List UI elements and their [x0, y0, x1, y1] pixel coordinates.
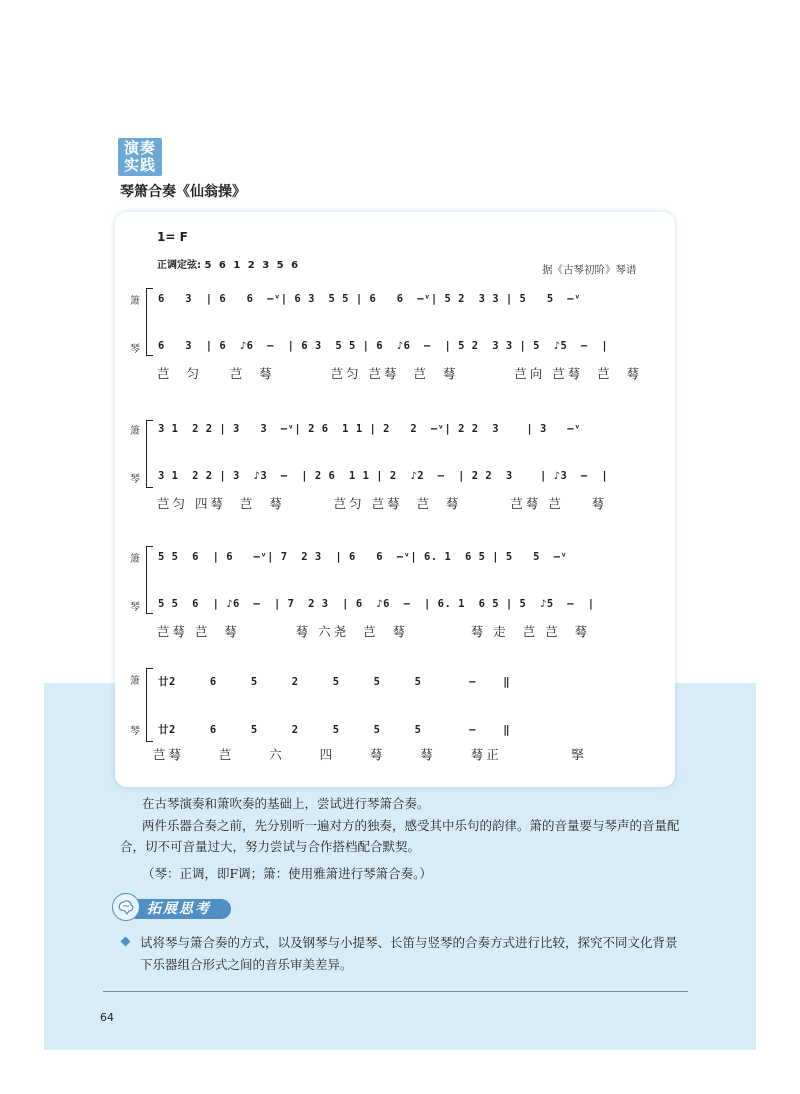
page-number: 64: [100, 1011, 114, 1024]
system-brace: [146, 288, 153, 356]
paragraph-3: （琴：正调，即F调；箫：使用雅箫进行琴箫合奏。）: [142, 866, 432, 881]
system-brace: [146, 546, 153, 614]
qin-staff: 3 1 2 2 | 3 ♪3 – | 2 6 1 1 | 2 ♪2 – | 2 2 3 | ♪3 – |: [158, 470, 609, 482]
tuning-label: 正调定弦:: [157, 260, 201, 271]
xiao-staff: 廿2 6 5 2 5 5 5 – ‖: [158, 676, 511, 688]
score-source: 据《古琴初阶》琴谱: [542, 264, 637, 276]
paragraph-1: 在古琴演奏和箫吹奏的基础上，尝试进行琴箫合奏。: [142, 796, 430, 811]
xiao-staff: 5 5 6 | 6 –ᵛ| 7 2 3 | 6 6 –ᵛ| 6. 1 6 5 | 5 5 –ᵛ: [158, 551, 568, 563]
footer-rule: [103, 991, 688, 992]
jianzipu-line: 芑 匀 芑 䔢 芑匀 芑䔢 芑 䔢 芑向 芑䔢 芑 䔢: [157, 366, 643, 381]
qin-label: 琴: [130, 602, 140, 613]
tuning-notes: 5 6 1 2 3 5 6: [204, 260, 301, 271]
jianzipu-line: 芑䔢 芑 䔢 䔢 六尧 芑 䔢 䔢 走 芑 芑 䔢: [157, 624, 591, 639]
xiao-label: 箫: [130, 426, 140, 437]
qin-staff: 廿2 6 5 2 5 5 5 – ‖: [158, 724, 511, 736]
section-badge: [118, 138, 162, 176]
xiao-label: 箫: [130, 296, 140, 307]
xiao-staff: 3 1 2 2 | 3 3 –ᵛ| 2 6 1 1 | 2 2 –ᵛ| 2 2 3 | 3 –ᵛ: [158, 423, 581, 435]
brain-icon: [112, 893, 140, 921]
extension-text: 试将琴与箫合奏的方式，以及钢琴与小提琴、长笛与竖琴的合奏方式进行比较，探究不同文化背景下乐器组合形式之间的音乐审美差异。: [140, 935, 678, 972]
key-signature: 1= F: [157, 230, 188, 244]
system-brace: [146, 668, 153, 742]
extension-bullet: [120, 932, 680, 976]
extension-title: 拓展思考: [127, 899, 231, 919]
qin-label: 琴: [130, 474, 140, 485]
extension-banner: [112, 893, 232, 919]
qin-staff: 6 3 | 6 ♪6 – | 6 3 5 5 | 6 ♪6 – | 5 2 3 3 | 5 ♪5 – |: [158, 340, 609, 352]
jianzipu-line: 芑匀 四䔢 芑 䔢 芑匀 芑䔢 芑 䔢 芑䔢 芑 䔢: [157, 496, 608, 511]
jianzipu-line: 芑䔢 芑 六 四 䔢 䔢 䔢正 掔: [153, 747, 587, 762]
xiao-staff: 6 3 | 6 6 –ᵛ| 6 3 5 5 | 6 6 –ᵛ| 5 2 3 3 | 5 5 –ᵛ: [158, 293, 581, 305]
badge-line-2: 实践: [123, 156, 156, 174]
tuning-line: [157, 256, 300, 271]
qin-label: 琴: [130, 344, 140, 355]
system-brace: [146, 420, 153, 488]
qin-label: 琴: [130, 726, 140, 737]
qin-staff: 5 5 6 | ♪6 – | 7 2 3 | 6 ♪6 – | 6. 1 6 5 | 5 ♪5 – |: [158, 598, 595, 610]
paragraph-2: 两件乐器合奏之前，先分别听一遍对方的独奏，感受其中乐句的韵律。箫的音量要与琴声的音量配合，切不可音量过大，努力尝试与合作搭档配合默契。: [120, 818, 680, 854]
xiao-label: 箫: [130, 554, 140, 565]
xiao-label: 箫: [130, 676, 140, 687]
piece-title: 琴箫合奏《仙翁操》: [120, 184, 246, 200]
badge-line-1: 演奏: [123, 139, 156, 157]
